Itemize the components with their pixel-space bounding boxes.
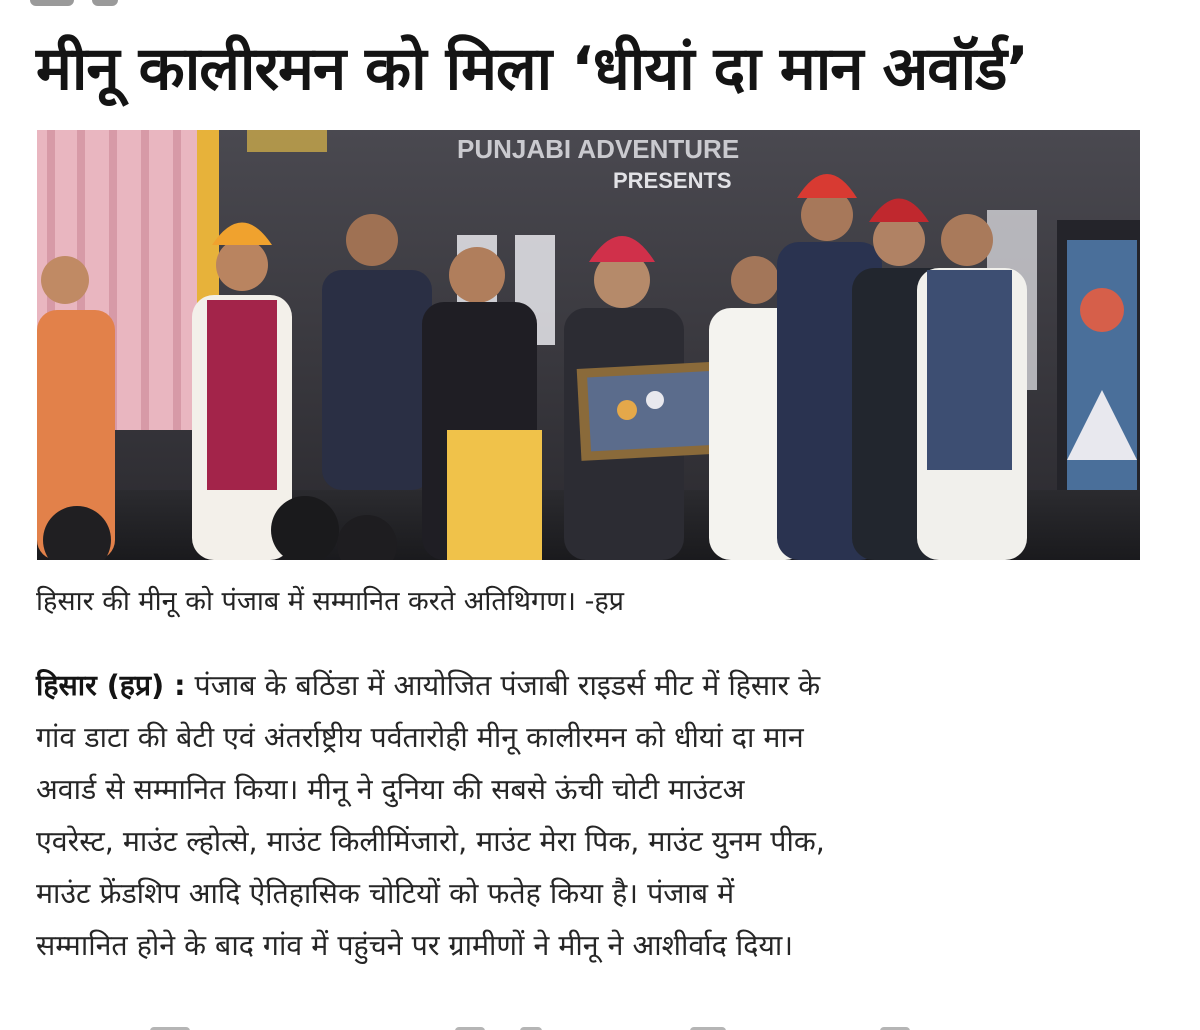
award-ceremony-photo	[37, 130, 1140, 560]
headline: मीनू कालीरमन को मिला ‘धीयां दा मान अवॉर्ड’	[36, 34, 1029, 104]
body-line: गांव डाटा की बेटी एवं अंतर्राष्ट्रीय पर्वतारोही मीनू कालीरमन को धीयां दा मान	[36, 721, 804, 754]
body-line: एवरेस्ट, माउंट ल्होत्से, माउंट किलीमिंजारो, माउंट मेरा पिक, माउंट युनम पीक,	[36, 825, 825, 858]
body-line: माउंट फ्रेंडशिप आदि ऐतिहासिक चोटियों को फतेह किया है। पंजाब में	[36, 877, 735, 910]
body-line: सम्मानित होने के बाद गांव में पहुंचने पर ग्रामीणों ने मीनू ने आशीर्वाद दिया।	[36, 929, 794, 962]
body-line: अवार्ड से सम्मानित किया। मीनू ने दुनिया की सबसे ऊंची चोटी माउंटअ	[36, 773, 745, 806]
dateline: हिसार (हप्र) :	[36, 669, 186, 702]
article-body	[36, 660, 1146, 972]
next-article-fragment	[0, 1022, 1200, 1030]
previous-article-fragment	[0, 0, 140, 10]
banner-text-line1: PUNJABI ADVENTURE	[457, 134, 740, 164]
body-line	[36, 660, 1146, 712]
banner-text-line2: PRESENTS	[613, 168, 732, 193]
body-line-text: पंजाब के बठिंडा में आयोजित पंजाबी राइडर्स मीट में हिसार के	[185, 669, 821, 702]
photo-caption: हिसार की मीनू को पंजाब में सम्मानित करते अतिथिगण। -हप्र	[36, 586, 625, 617]
